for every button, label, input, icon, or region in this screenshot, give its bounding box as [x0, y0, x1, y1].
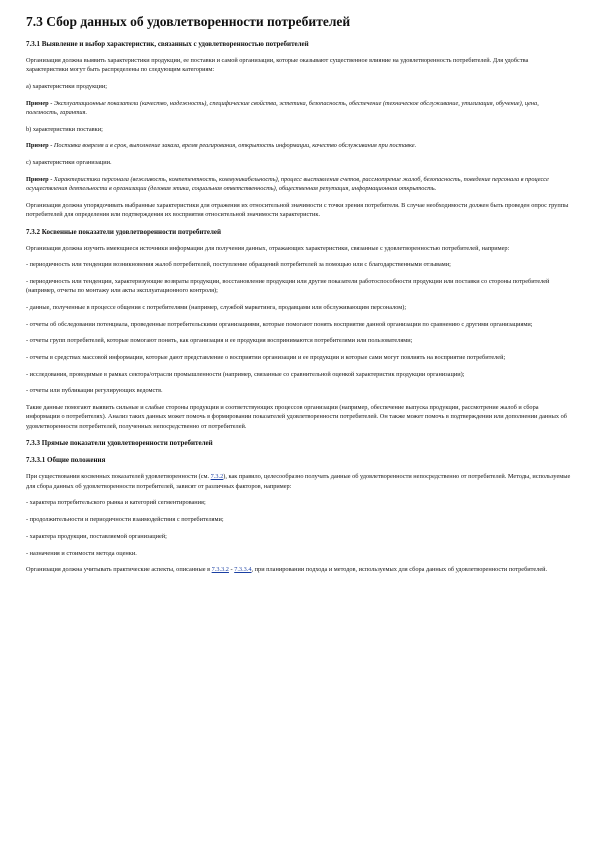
- list-item: - характера продукции, поставляемой организацией;: [26, 532, 167, 540]
- link-7-3-3-4[interactable]: 7.3.3.4: [234, 566, 252, 574]
- link-7-3-2[interactable]: 7.3.2: [210, 473, 224, 481]
- paragraph: Организация должна изучить имеющиеся источники информации для получения данных, отражающих характеристики, связанные с удовлетворенностью потребителей, например:: [26, 244, 510, 252]
- example-b: [26, 141, 571, 150]
- paragraph: Такие данные помогают выявить сильные и слабые стороны продукции и соответствующих процессов организации (например, обеспечение выпуска продукции, рассмотрение жалоб и сбора информации о потребителях). Анализ таких данных может помочь в формировании показателей удовлетворенности потребителей. Он также может помочь в подтверждении или дополнении данных об удовлетворенности потребителей, полученных непосредственно от потребителей.: [26, 404, 567, 430]
- example-text: Поставка вовремя и в срок, выполнение заказа, время реагирования, открытость информации, качество обслуживания при поставке.: [52, 142, 417, 150]
- example-text: Характеристики персонала (вежливость, компетентность, коммуникабельность), процесс выставления счетов, рассмотрение жалоб, безопасность, поведение персонала в процессе осуществления деятельности в организации (деловая этика, социальная ответственность), общественная репутация, информационная открытость.: [26, 175, 549, 193]
- paragraph: Организация должна выявить характеристики продукции, ее поставки и самой организации, которые оказывают существенное влияние на удовлетворенность потребителей. Для удобства характеристики могут быть распределены по следующим категориям:: [26, 57, 529, 74]
- paragraph: Организация должна упорядочивать выбранные характеристики для отражения их относительной значимости с точки зрения потребителя. В случае необходимости должен быть проведен опрос группы потребителей для определения или подтверждения их восприятия относительной значимости характеристик.: [26, 201, 569, 218]
- list-item: - периодичность или тенденции, характеризующие возвраты продукции, восстановление продукции или другие показатели работоспособности продукции или поставки со стороны потребителей (например, отчеты по монтажу или акты эксплуатационного контроля);: [26, 278, 550, 295]
- category-c: с) характеристики организации.: [26, 159, 112, 167]
- example-c: [26, 175, 571, 194]
- document-page: [26, 14, 571, 582]
- example-label: Пример -: [26, 99, 53, 107]
- list-item: - назначения и стоимости метода оценки.: [26, 549, 137, 557]
- category-a: а) характеристики продукции;: [26, 82, 107, 90]
- list-item: - отчеты или публикации регулирующих ведомств.: [26, 387, 163, 395]
- list-item: - характера потребительского рынка и категорий сегментирования;: [26, 499, 206, 507]
- example-a: [26, 99, 571, 118]
- text: При существовании косвенных показателей удовлетворенности (см.: [26, 473, 211, 481]
- list-item: - исследования, проводимые в рамках сектора/отрасли промышленности (например, связанные со сравнительной оценкой характеристик продукции организации);: [26, 370, 465, 378]
- text: Организация должна учитывать практические аспекты, описанные в: [26, 566, 212, 574]
- list-item: - отчеты групп потребителей, которые помогают понять, как организация и ее продукция воспринимаются потребителями или пользователями;: [26, 337, 413, 345]
- page-title: 7.3 Сбор данных об удовлетворенности потребителей: [26, 14, 351, 29]
- list-item: - отчеты в средствах массовой информации, которые дают представление о восприятии организации и ее продукции и которые сами могут повлиять на восприятие потребителей;: [26, 354, 506, 362]
- text: , при планировании подхода и методов, используемых для сбора данных об удовлетворенности потребителей.: [251, 566, 548, 574]
- example-text: Эксплуатационные показатели (качество, надежность), специфические свойства, эстетика, безопасность, обеспечение (техническое обслуживание, утилизация, обучение), цена, полезность, гарантия.: [26, 99, 539, 116]
- section-heading-7-3-2: 7.3.2 Косвенные показатели удовлетворенности потребителей: [26, 227, 222, 236]
- list-item: - продолжительности и периодичности взаимодействия с потребителями;: [26, 516, 224, 524]
- text: ), как правило, целесообразно получать данные об удовлетворенности непосредственно от потребителей. Методы, используемые для сбора данных об удовлетворенности потребителей, зависят от различных факторов, например:: [26, 473, 571, 490]
- example-label: Пример -: [26, 175, 53, 183]
- section-heading-7-3-3: 7.3.3 Прямые показатели удовлетворенности потребителей: [26, 439, 213, 448]
- section-heading-7-3-1: 7.3.1 Выявление и выбор характеристик, связанных с удовлетворенностью потребителей: [26, 40, 309, 48]
- example-label: Пример -: [26, 142, 53, 150]
- list-item: - отчеты об обследовании потенциала, проведенные потребительскими организациями, которые помогают понять восприятие данной организации по сравнению с другими организациями;: [26, 320, 533, 328]
- subsection-heading-7-3-3-1: 7.3.3.1 Общие положения: [26, 456, 106, 465]
- paragraph: [26, 565, 571, 574]
- paragraph: [26, 472, 571, 491]
- text: -: [228, 566, 235, 574]
- link-7-3-3-2[interactable]: 7.3.3.2: [211, 566, 229, 574]
- list-item: - данные, полученные в процессе общения с потребителями (например, службой маркетинга, продавцами или обслуживающим персоналом);: [26, 304, 407, 312]
- list-item: - периодичность или тенденции возникновения жалоб потребителей, поступление обращений потребителей за помощью или с благодарственными отзывами;: [26, 261, 451, 269]
- category-b: b) характеристики поставки;: [26, 125, 103, 133]
